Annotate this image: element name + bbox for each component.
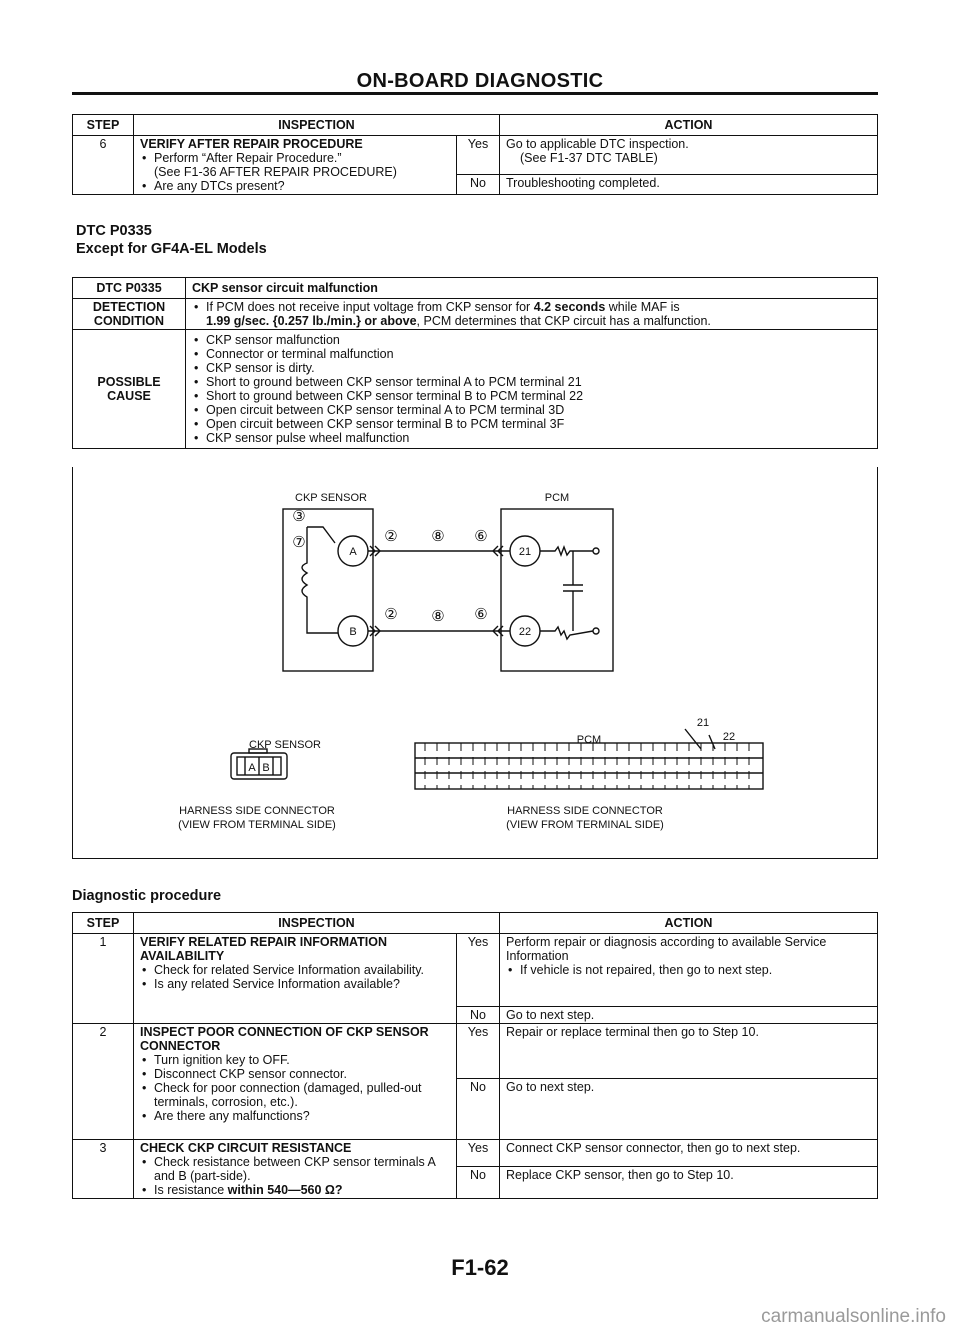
step-1-yes: Yes — [457, 934, 500, 1007]
num-2a: ② — [384, 528, 398, 545]
step-2-bullet: • Disconnect CKP sensor connector. — [154, 1067, 450, 1081]
step-2-inspection — [134, 1024, 457, 1140]
step-3-no-action: Replace CKP sensor, then go to Step 10. — [500, 1167, 878, 1199]
step-2-bullet: • Are there any malfunctions? — [154, 1109, 450, 1123]
detection-text — [186, 299, 878, 330]
step-2-no: No — [457, 1079, 500, 1140]
inspection-bullet: • Perform “After Repair Procedure.” — [154, 151, 450, 165]
dtc-heading — [76, 222, 267, 258]
dtc-code-cell: DTC P0335 — [73, 278, 186, 299]
step-1-title: VERIFY RELATED REPAIR INFORMATION AVAILABILITY — [140, 935, 387, 963]
no-action: Troubleshooting completed. — [500, 175, 878, 195]
pcm-box — [501, 509, 613, 671]
dtc-subtitle: Except for GF4A-EL Models — [76, 241, 267, 257]
conn-pcm-label: PCM — [576, 734, 602, 746]
inspection-title: VERIFY AFTER REPAIR PROCEDURE — [140, 137, 363, 151]
step-3-b2b: within 540—560 Ω? — [227, 1183, 343, 1197]
pcm-terminal-22: 22 — [518, 626, 532, 638]
cause-item: • CKP sensor is dirty. — [206, 361, 871, 375]
col-action: ACTION — [500, 115, 878, 136]
detection-label-1: DETECTION — [92, 300, 166, 314]
detection-c: while MAF is — [605, 300, 680, 314]
proc-col-inspection: INSPECTION — [134, 913, 500, 934]
step-1-number: 1 — [73, 934, 134, 1024]
cause-label-2: CAUSE — [107, 389, 151, 403]
pcm-terminal-21: 21 — [518, 546, 532, 558]
step-2-yes-action: Repair or replace terminal then go to Step 10. — [500, 1024, 878, 1079]
detection-e: , PCM determines that CKP circuit has a malfunction. — [416, 314, 711, 328]
cause-item: • Short to ground between CKP sensor terminal A to PCM terminal 21 — [206, 375, 871, 389]
step-2-title: INSPECT POOR CONNECTION OF CKP SENSOR CONNECTOR — [140, 1025, 429, 1053]
page-number: F1-62 — [451, 1255, 509, 1280]
cause-item: • Open circuit between CKP sensor terminal B to PCM terminal 3F — [206, 417, 871, 431]
detection-d: 1.99 g/sec. {0.257 lb./min.} or above — [206, 314, 417, 328]
step-3-no: No — [457, 1167, 500, 1199]
dtc-title-cell: CKP sensor circuit malfunction — [186, 278, 878, 299]
step-1-bullet: • Check for related Service Information availability. — [154, 963, 450, 977]
cause-item: • CKP sensor pulse wheel malfunction — [206, 431, 871, 445]
step-1-no-action: Go to next step. — [500, 1007, 878, 1024]
detection-b: 4.2 seconds — [533, 300, 606, 314]
step-2-bullet: • Turn ignition key to OFF. — [154, 1053, 450, 1067]
procedure-title: Diagnostic procedure — [72, 888, 222, 904]
cause-item: • Short to ground between CKP sensor terminal B to PCM terminal 22 — [206, 389, 871, 403]
harness-right-1: HARNESS SIDE CONNECTOR — [507, 805, 663, 817]
inspection-ref: (See F1-36 AFTER REPAIR PROCEDURE) — [154, 165, 397, 179]
yes-action-ref: (See F1-37 DTC TABLE) — [520, 151, 658, 165]
conn-21: 21 — [696, 717, 710, 729]
step-3-title: CHECK CKP CIRCUIT RESISTANCE — [140, 1141, 352, 1155]
cause-item: • CKP sensor malfunction — [206, 333, 871, 347]
step-3-b2a: Is resistance — [154, 1183, 228, 1197]
step-2-yes: Yes — [457, 1024, 500, 1079]
sensor-label: CKP SENSOR — [295, 492, 367, 504]
cause-item: • Connector or terminal malfunction — [206, 347, 871, 361]
step-1-yes-text: Perform repair or diagnosis according to available Service Information — [506, 935, 827, 963]
conn-22: 22 — [722, 731, 736, 743]
harness-left-1: HARNESS SIDE CONNECTOR — [179, 805, 335, 817]
proc-col-action: ACTION — [500, 913, 878, 934]
inspection-bullet: • Are any DTCs present? — [154, 179, 450, 193]
pcm-connector — [415, 743, 763, 789]
detection-a: If PCM does not receive input voltage from CKP sensor for — [206, 300, 534, 314]
num-6a: ⑥ — [474, 528, 488, 545]
step-2-bullet: • Check for poor connection (damaged, pulled-out terminals, corrosion, etc.). — [154, 1081, 450, 1109]
cause-list — [186, 330, 878, 449]
num-8a: ⑧ — [431, 528, 445, 545]
dtc-code: DTC P0335 — [76, 223, 152, 239]
procedure-table — [72, 912, 878, 1199]
pcm-label: PCM — [544, 492, 570, 504]
page-title: ON-BOARD DIAGNOSTIC — [356, 70, 604, 92]
step-3-number: 3 — [73, 1140, 134, 1199]
col-step: STEP — [73, 115, 134, 136]
conn-b: B — [262, 762, 270, 774]
harness-left-2: (VIEW FROM TERMINAL SIDE) — [178, 819, 336, 831]
proc-col-step: STEP — [73, 913, 134, 934]
step-3-bullet — [154, 1183, 450, 1197]
detection-label-2: CONDITION — [93, 314, 165, 328]
step-1-bullet: • Is any related Service Information available? — [154, 977, 450, 991]
num-6b: ⑥ — [474, 606, 488, 623]
yes-label: Yes — [457, 136, 500, 175]
col-inspection: INSPECTION — [134, 115, 500, 136]
step-1-yes-action — [500, 934, 878, 1007]
detection-label — [73, 299, 186, 330]
step-table-top — [72, 114, 878, 195]
num-8b: ⑧ — [431, 608, 445, 625]
step-3-yes: Yes — [457, 1140, 500, 1167]
num-2b: ② — [384, 606, 398, 623]
wiring-diagram-box — [72, 467, 878, 859]
num-3: ③ — [292, 508, 306, 525]
yes-action — [500, 136, 878, 175]
terminal-b: B — [349, 626, 357, 638]
step-1-yes-bullet: • If vehicle is not repaired, then go to next step. — [520, 963, 871, 977]
step-1-no: No — [457, 1007, 500, 1024]
step-3-inspection — [134, 1140, 457, 1199]
step-number: 6 — [73, 136, 134, 195]
step-3-bullet: • Check resistance between CKP sensor terminals A and B (part-side). — [154, 1155, 450, 1183]
inspection-cell — [134, 136, 457, 195]
watermark: carmanualsonline.info — [761, 1306, 946, 1327]
harness-right-2: (VIEW FROM TERMINAL SIDE) — [506, 819, 664, 831]
wiring-diagram — [73, 467, 877, 858]
num-7: ⑦ — [292, 534, 306, 551]
terminal-a: A — [349, 546, 357, 558]
conn-a: A — [248, 762, 256, 774]
step-3-yes-action: Connect CKP sensor connector, then go to next step. — [500, 1140, 878, 1167]
header-rule — [72, 92, 878, 95]
step-1-inspection — [134, 934, 457, 1024]
yes-action-text: Go to applicable DTC inspection. — [506, 137, 689, 151]
step-2-no-action: Go to next step. — [500, 1079, 878, 1140]
dtc-table — [72, 277, 878, 449]
step-2-number: 2 — [73, 1024, 134, 1140]
conn-sensor-label: CKP SENSOR — [249, 739, 321, 751]
cause-label — [73, 330, 186, 449]
cause-label-1: POSSIBLE — [97, 375, 161, 389]
cause-item: • Open circuit between CKP sensor terminal A to PCM terminal 3D — [206, 403, 871, 417]
no-label: No — [457, 175, 500, 195]
